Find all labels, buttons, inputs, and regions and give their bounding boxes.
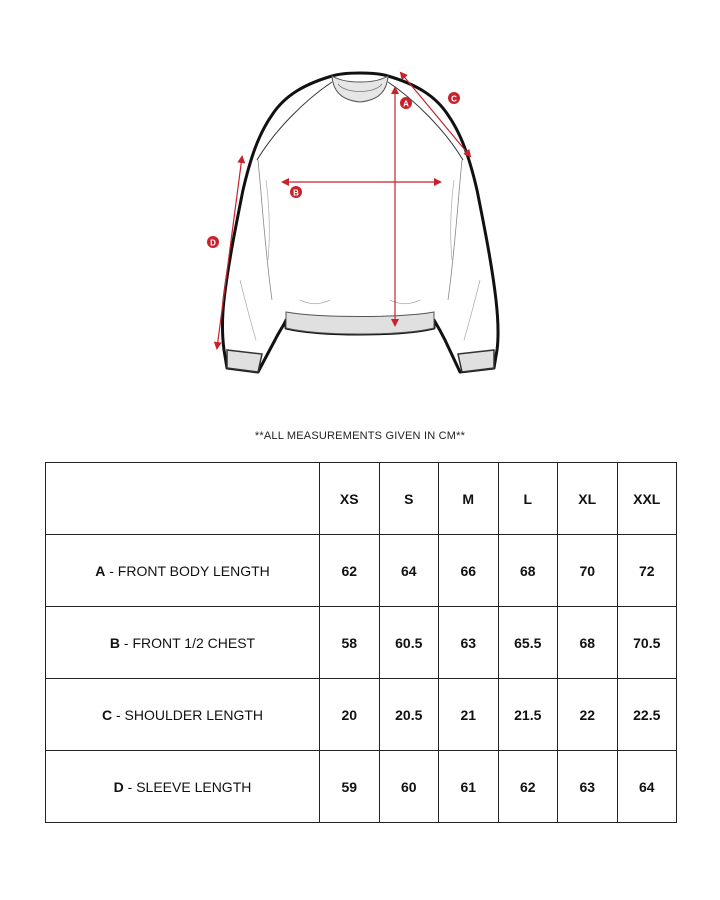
row-label-text: - FRONT 1/2 CHEST [120, 634, 256, 651]
row-letter: C [101, 706, 113, 723]
table-cell: 68 [558, 607, 618, 679]
size-header-m: M [439, 463, 499, 535]
size-header-row [46, 463, 677, 535]
table-cell: 62 [498, 751, 558, 823]
table-cell: 61 [439, 751, 499, 823]
row-label [46, 535, 320, 607]
table-row [46, 679, 677, 751]
size-chart-table [45, 462, 677, 823]
size-header-xl: XL [558, 463, 618, 535]
table-cell: 72 [617, 535, 677, 607]
table-cell: 22.5 [617, 679, 677, 751]
table-row [46, 535, 677, 607]
row-label [46, 751, 320, 823]
row-label [46, 607, 320, 679]
table-cell: 60.5 [379, 607, 439, 679]
table-cell: 63 [439, 607, 499, 679]
row-letter: D [113, 778, 124, 795]
row-letter: A [95, 562, 106, 579]
table-cell: 58 [320, 607, 380, 679]
measurement-note: **ALL MEASUREMENTS GIVEN IN CM** [254, 430, 466, 442]
size-header-xxl: XXL [617, 463, 677, 535]
marker-a-letter: A [403, 99, 409, 109]
sweatshirt-diagram [0, 0, 720, 400]
table-row [46, 607, 677, 679]
table-cell: 21 [439, 679, 499, 751]
marker-c-letter: C [451, 94, 457, 104]
right-cuff [458, 350, 494, 372]
row-label-text: - SLEEVE LENGTH [123, 778, 252, 795]
row-label [46, 679, 320, 751]
size-header-xs: XS [320, 463, 380, 535]
table-cell: 64 [617, 751, 677, 823]
left-cuff [227, 350, 262, 372]
table-cell: 66 [439, 535, 499, 607]
table-row [46, 751, 677, 823]
table-cell: 63 [558, 751, 618, 823]
row-label-text: - SHOULDER LENGTH [112, 706, 264, 723]
table-cell: 21.5 [498, 679, 558, 751]
table-cell: 20 [320, 679, 380, 751]
table-cell: 62 [320, 535, 380, 607]
table-cell: 22 [558, 679, 618, 751]
size-header-l: L [498, 463, 558, 535]
table-cell: 60 [379, 751, 439, 823]
table-cell: 68 [498, 535, 558, 607]
table-cell: 70 [558, 535, 618, 607]
marker-d-letter: D [210, 238, 216, 248]
marker-b-letter: B [293, 188, 299, 198]
table-cell: 20.5 [379, 679, 439, 751]
row-label-text: - FRONT BODY LENGTH [105, 562, 270, 579]
table-cell: 64 [379, 535, 439, 607]
size-header-s: S [379, 463, 439, 535]
table-cell: 70.5 [617, 607, 677, 679]
table-cell: 65.5 [498, 607, 558, 679]
header-empty-cell [46, 463, 320, 535]
row-letter: B [109, 634, 121, 651]
table-cell: 59 [320, 751, 380, 823]
